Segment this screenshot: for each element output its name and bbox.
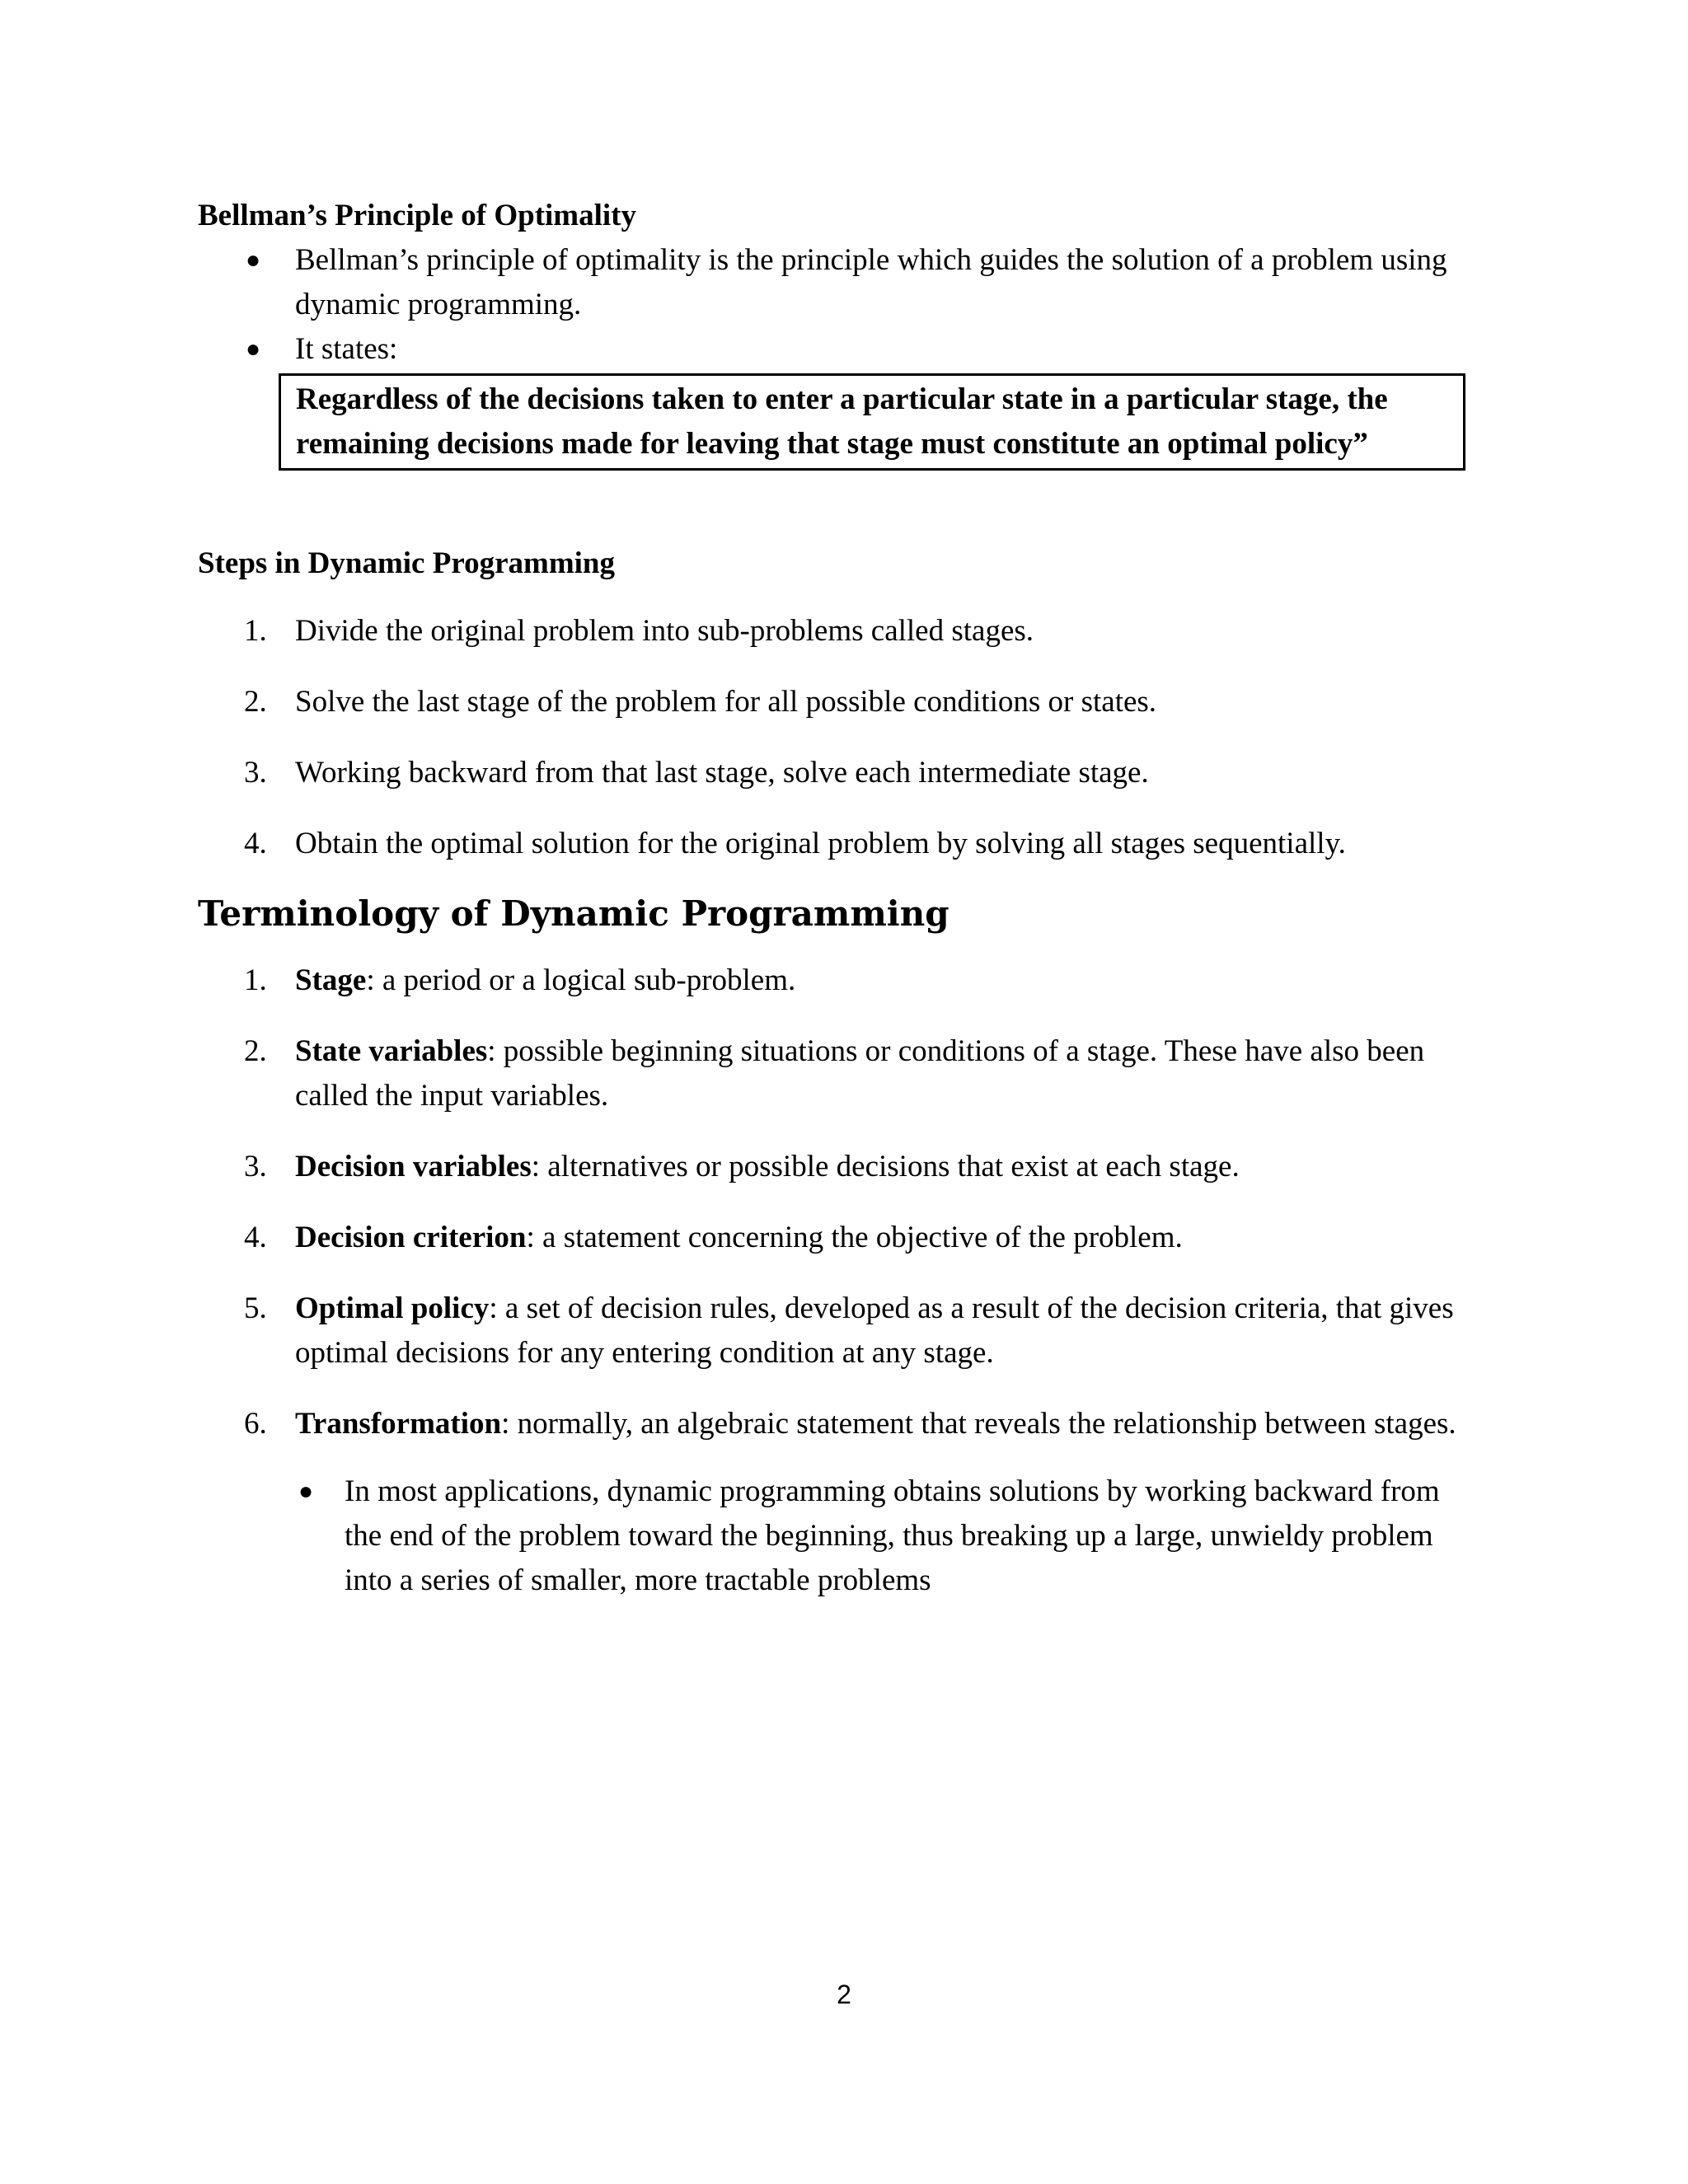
- term-name: Optimal policy: [295, 1291, 490, 1325]
- term-item: [198, 1145, 1500, 1189]
- principle-quote-box: [279, 373, 1465, 471]
- terminology-note-item: [198, 1469, 1500, 1603]
- step-item: [198, 680, 1500, 724]
- term-definition: : a period or a logical sub-problem.: [366, 963, 796, 997]
- bellman-bullet-text: It states:: [295, 332, 398, 366]
- term-number: 4.: [244, 1221, 267, 1254]
- step-number: 1.: [244, 614, 267, 648]
- bullet-dot-icon: ●: [246, 335, 261, 363]
- term-number: 5.: [244, 1291, 267, 1325]
- term-name: Decision criterion: [295, 1221, 527, 1254]
- term-item: [198, 1286, 1500, 1376]
- terminology-note-list: [198, 1469, 1500, 1603]
- bellman-bullet-list: [198, 238, 1500, 372]
- term-number: 6.: [244, 1407, 267, 1441]
- term-number: 2.: [244, 1034, 267, 1068]
- principle-quote-text: Regardless of the decisions taken to enter a particular state in a particular stage, the remaining decisions made for leaving that stage must constitute an optimal policy”: [296, 382, 1388, 461]
- terminology-list: [198, 958, 1500, 1446]
- bellman-heading: Bellman’s Principle of Optimality: [198, 199, 637, 232]
- bellman-bullet-text: Bellman’s principle of optimality is the principle which guides the solution of a problem using dynamic programming.: [295, 243, 1447, 321]
- term-name: Decision variables: [295, 1150, 532, 1183]
- page-number: 2: [837, 1980, 851, 2009]
- step-text: Divide the original problem into sub-problems called stages.: [295, 614, 1034, 648]
- bellman-bullet-item: [198, 238, 1500, 327]
- term-item: [198, 1216, 1500, 1260]
- bullet-dot-icon: ●: [246, 246, 261, 274]
- step-text: Working backward from that last stage, solve each intermediate stage.: [295, 756, 1149, 790]
- step-number: 2.: [244, 685, 267, 719]
- term-number: 3.: [244, 1150, 267, 1183]
- step-number: 3.: [244, 756, 267, 790]
- term-number: 1.: [244, 963, 267, 997]
- term-definition: : a statement concerning the objective of the problem.: [526, 1221, 1183, 1254]
- step-text: Solve the last stage of the problem for all possible conditions or states.: [295, 685, 1157, 719]
- term-name: Stage: [295, 963, 367, 997]
- term-definition: : alternatives or possible decisions that exist at each stage.: [531, 1150, 1240, 1183]
- term-item: [198, 1029, 1500, 1118]
- step-item: [198, 822, 1500, 866]
- step-number: 4.: [244, 827, 267, 860]
- step-item: [198, 609, 1500, 654]
- term-definition: : a set of decision rules, developed as a result of the decision criteria, that gives optimal decisions for any entering condition at any stage.: [295, 1291, 1454, 1370]
- steps-list: [198, 609, 1500, 866]
- step-item: [198, 751, 1500, 795]
- term-definition: : possible beginning situations or conditions of a stage. These have also been called the input variables.: [295, 1034, 1425, 1113]
- bullet-dot-icon: ●: [298, 1478, 314, 1505]
- term-definition: : normally, an algebraic statement that reveals the relationship between stages.: [501, 1407, 1456, 1441]
- term-item: [198, 958, 1500, 1003]
- terminology-heading: Terminology of Dynamic Programming: [198, 893, 950, 934]
- document-page: [198, 194, 1500, 1603]
- term-name: Transformation: [295, 1407, 502, 1441]
- bellman-bullet-item: [198, 327, 1500, 372]
- steps-heading: Steps in Dynamic Programming: [198, 546, 616, 580]
- step-text: Obtain the optimal solution for the original problem by solving all stages sequentially.: [295, 827, 1346, 860]
- term-item: [198, 1402, 1500, 1446]
- term-name: State variables: [295, 1034, 488, 1068]
- terminology-note-text: In most applications, dynamic programming obtains solutions by working backward from the end of the problem toward the beginning, thus breaking up a large, unwieldy problem into a series of smaller, more tractable problems: [345, 1474, 1440, 1597]
